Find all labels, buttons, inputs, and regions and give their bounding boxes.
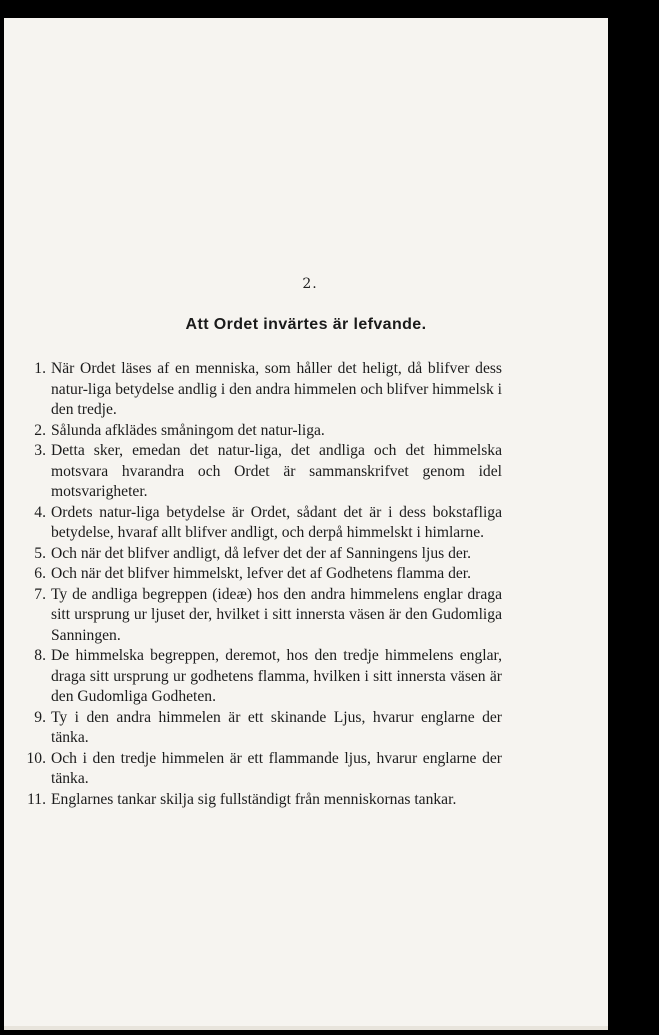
paragraph-number: 9. (34, 708, 46, 726)
paragraph-2 (18, 421, 502, 442)
paragraph-7 (18, 585, 502, 647)
paragraph-number: 2. (34, 421, 46, 439)
book-page (4, 18, 608, 1030)
paragraph-number: 11. (27, 790, 46, 808)
paragraph-number: 4. (34, 503, 46, 521)
page-bottom-edge (4, 1026, 608, 1030)
paragraph-text: När Ordet läses af en menniska, som håller det heligt, då blifver dess natur-liga betydelse andlig i den andra himmelen och blifver himmelsk i den tredje. (51, 360, 502, 418)
paragraph-9 (18, 708, 502, 749)
paragraph-text: De himmelska begreppen, deremot, hos den tredje himmelens englar, draga sitt ursprung ur godhetens flamma, hvilken i sitt innersta väsen är den Gudomliga Godheten. (51, 647, 502, 705)
paragraph-1 (18, 359, 502, 421)
paragraph-number: 3. (34, 442, 46, 459)
paragraph-text: Ty de andliga begreppen (ideæ) hos den andra himmelens englar draga sitt ursprung ur ljuset der, hvilket i sitt innersta väsen är den Gudomliga Sanningen. (51, 585, 502, 644)
paragraph-number: 7. (34, 585, 46, 603)
paragraph-text: Detta sker, emedan det natur-liga, det andliga och det himmelska motsvara hvarandra och Ordet är sammanskrifvet genom idel motsvarigheter. (51, 442, 502, 500)
paragraph-text: Och när det blifver andligt, då lefver det der af Sanningens ljus der. (51, 544, 472, 562)
paragraph-text: Englarnes tankar skilja sig fullständigt från menniskornas tankar. (51, 790, 457, 808)
section-title: Att Ordet invärtes är lefvande. (185, 316, 427, 333)
paragraph-text: Sålunda afklädes småningom det natur-liga. (51, 421, 325, 439)
paragraph-number: 1. (34, 360, 46, 377)
paragraph-text: Och när det blifver himmelskt, lefver det af Godhetens flamma der. (51, 565, 472, 582)
paragraph-number: 10. (26, 749, 46, 767)
numbered-paragraph-list (18, 359, 502, 810)
paragraph-5 (18, 544, 502, 565)
paragraph-4 (18, 503, 502, 544)
paragraph-6 (18, 564, 502, 585)
paragraph-8 (18, 646, 502, 708)
paragraph-text: Ordets natur-liga betydelse är Ordet, sådant det är i dess bokstafliga betydelse, hvaraf allt blifver andligt, och derpå himmelskt i himlarne. (51, 503, 502, 541)
paragraph-3 (18, 441, 502, 503)
paragraph-text: Ty i den andra himmelen är ett skinande Ljus, hvarur englarne der tänka. (51, 708, 502, 746)
paragraph-number: 5. (34, 544, 46, 562)
page-number: 2. (302, 276, 318, 292)
paragraph-text: Och i den tredje himmelen är ett flammande ljus, hvarur englarne der tänka. (51, 749, 502, 787)
paragraph-10 (18, 749, 502, 790)
paragraph-number: 6. (34, 565, 46, 582)
paragraph-11 (18, 790, 502, 811)
paragraph-number: 8. (34, 647, 46, 664)
